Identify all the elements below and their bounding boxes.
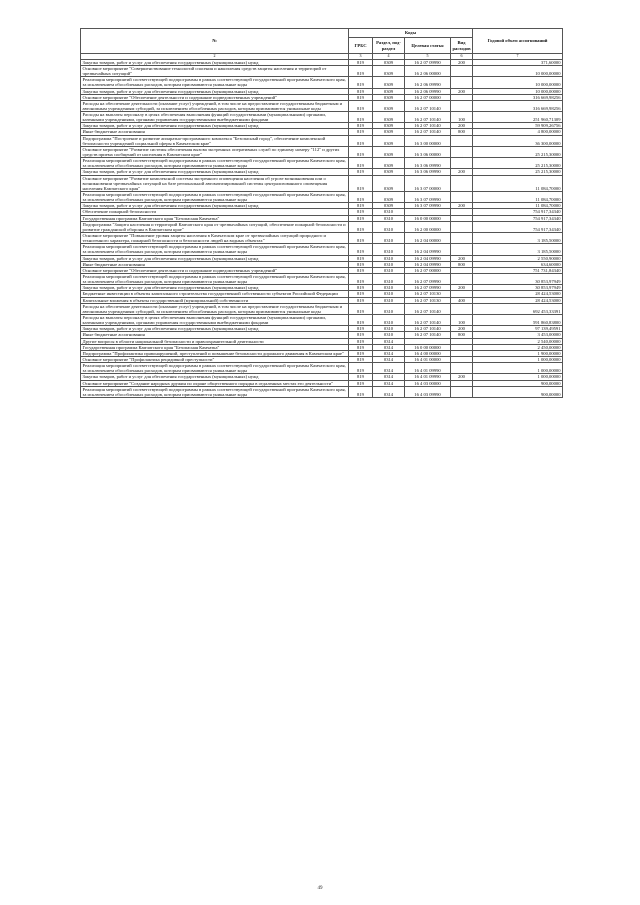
row-amount: 11 084,70000: [473, 203, 563, 209]
row-section: 0309: [373, 100, 405, 111]
row-target-item: 16 4 01 00000: [405, 356, 451, 362]
row-expense-type: [451, 135, 473, 146]
table-row: [81, 192, 563, 203]
row-grbs: 819: [349, 274, 373, 285]
row-expense-type: 200: [451, 326, 473, 332]
row-grbs: 819: [349, 112, 373, 123]
column-number: 2: [81, 54, 349, 60]
table-body: [81, 59, 563, 397]
row-target-item: 16 2 04 09990: [405, 244, 451, 255]
table-row: [81, 112, 563, 123]
row-expense-type: [451, 146, 473, 157]
row-section: 0314: [373, 363, 405, 374]
row-section: 0309: [373, 59, 405, 65]
row-expense-type: [451, 77, 473, 88]
row-amount: 1 000,00000: [473, 363, 563, 374]
row-target-item: 16 2 06 00000: [405, 65, 451, 76]
row-amount: 97 139,49591: [473, 326, 563, 332]
row-target-item: 16 2 07 10140: [405, 112, 451, 123]
row-expense-type: [451, 244, 473, 255]
row-expense-type: [451, 303, 473, 314]
row-description: Государственная программа Камчатского края "Безопасная Камчатка": [81, 344, 349, 350]
row-description: Подпрограмма "Защита населения и территорий Камчатского края от чрезвычайных ситуаций, обеспечение пожарной безопасности и развитие гражданской обороны в Камчатском крае": [81, 221, 349, 232]
row-section: 0310: [373, 291, 405, 297]
column-number: 7: [473, 54, 563, 60]
row-grbs: 819: [349, 192, 373, 203]
row-amount: 754 917,34340: [473, 221, 563, 232]
row-target-item: 16 2 00 00000: [405, 221, 451, 232]
row-target-item: 16 2 07 10140: [405, 303, 451, 314]
row-amount: 2 550,90000: [473, 255, 563, 261]
row-grbs: 819: [349, 203, 373, 209]
row-amount: 25 215,30000: [473, 158, 563, 169]
row-section: 0309: [373, 146, 405, 157]
row-target-item: 16 3 07 00000: [405, 175, 451, 191]
row-amount: 4 800,00000: [473, 129, 563, 135]
row-section: 0310: [373, 267, 405, 273]
row-section: 0309: [373, 112, 405, 123]
row-expense-type: 400: [451, 297, 473, 303]
row-target-item: 16 2 07 10140: [405, 123, 451, 129]
row-target-item: 16 2 04 00000: [405, 233, 451, 244]
row-target-item: 16 2 07 00000: [405, 94, 451, 100]
row-section: 0310: [373, 255, 405, 261]
row-grbs: 819: [349, 356, 373, 362]
row-amount: 2 540,00000: [473, 338, 563, 344]
row-description: Реализация мероприятий соответствующей подпрограммы в рамках соответствующей государственной программы Камчатского края, за исключением обособленных расходов, которым присваиваются уникальные коды: [81, 274, 349, 285]
row-section: 0310: [373, 332, 405, 338]
row-amount: 10 000,00000: [473, 77, 563, 88]
row-section: 0309: [373, 158, 405, 169]
row-section: 0310: [373, 209, 405, 215]
row-target-item: 16 2 07 09990: [405, 59, 451, 65]
row-amount: 30 853,97949: [473, 274, 563, 285]
row-amount: 59 909,26756: [473, 123, 563, 129]
row-target-item: 16 2 07 10130: [405, 297, 451, 303]
row-section: 0314: [373, 380, 405, 386]
row-amount: 251 960,71309: [473, 112, 563, 123]
row-section: 0309: [373, 169, 405, 175]
row-amount: 36 300,00000: [473, 135, 563, 146]
row-section: 0314: [373, 350, 405, 356]
row-grbs: 819: [349, 233, 373, 244]
row-description: Реализация мероприятий соответствующей подпрограммы в рамках соответствующей государственной программы Камчатского края, за исключением обособленных расходов, которым присваиваются уникальные коды: [81, 192, 349, 203]
row-description: Основное мероприятие "Повышение уровня защиты населения в Камчатском крае от чрезвычайных ситуаций природного и техногенного характера, пожарной безопасности и безопасности людей на водных объектах": [81, 233, 349, 244]
row-description: Закупка товаров, работ и услуг для обеспечения государственных (муниципальных) нужд: [81, 59, 349, 65]
row-amount: 591 860,83800: [473, 314, 563, 325]
row-target-item: 16 3 06 09990: [405, 169, 451, 175]
row-grbs: 819: [349, 285, 373, 291]
row-grbs: 819: [349, 146, 373, 157]
row-section: 0309: [373, 129, 405, 135]
row-description: Закупка товаров, работ и услуг для обеспечения государственных (муниципальных) нужд: [81, 374, 349, 380]
row-amount: 11 084,70000: [473, 175, 563, 191]
row-amount: 316 669,98256: [473, 100, 563, 111]
row-target-item: 16 3 00 00000: [405, 135, 451, 146]
row-amount: 754 917,34340: [473, 209, 563, 215]
row-amount: 10 000,00000: [473, 65, 563, 76]
row-section: 0310: [373, 297, 405, 303]
row-grbs: 819: [349, 261, 373, 267]
row-grbs: 819: [349, 386, 373, 397]
row-section: 0310: [373, 314, 405, 325]
row-grbs: 819: [349, 94, 373, 100]
header-grbs: ГРБС: [349, 38, 373, 54]
row-grbs: 819: [349, 332, 373, 338]
row-description: Основное мероприятие "Совершенствование технологий спасения и накопления средств защиты населения и территорий от чрезвычайных ситуаций": [81, 65, 349, 76]
header-number: №: [81, 29, 349, 54]
row-target-item: 16 4 03 09990: [405, 386, 451, 397]
row-amount: 1 900,00000: [473, 350, 563, 356]
row-section: 0314: [373, 344, 405, 350]
row-section: 0314: [373, 386, 405, 397]
row-amount: 1 000,00000: [473, 374, 563, 380]
row-description: Реализация мероприятий соответствующей подпрограммы в рамках соответствующей государственной программы Камчатского края, за исключением обособленных расходов, которым присваиваются уникальные коды: [81, 77, 349, 88]
row-description: Закупка товаров, работ и услуг для обеспечения государственных (муниципальных) нужд: [81, 326, 349, 332]
row-description: Основное мероприятие "Обеспечение деятельности и содержание подведомственных учреждений": [81, 94, 349, 100]
row-grbs: 819: [349, 77, 373, 88]
row-expense-type: [451, 100, 473, 111]
row-expense-type: 100: [451, 112, 473, 123]
column-number: 4: [373, 54, 405, 60]
row-description: Реализация мероприятий соответствующей подпрограммы в рамках соответствующей государственной программы Камчатского края, за исключением обособленных расходов, которым присваиваются уникальные коды: [81, 386, 349, 397]
row-grbs: 819: [349, 100, 373, 111]
row-amount: 634,60000: [473, 261, 563, 267]
row-grbs: 819: [349, 267, 373, 273]
row-grbs: 819: [349, 59, 373, 65]
row-grbs: 819: [349, 350, 373, 356]
row-expense-type: [451, 158, 473, 169]
row-grbs: 819: [349, 244, 373, 255]
row-section: 0309: [373, 203, 405, 209]
table-row: [81, 65, 563, 76]
row-target-item: 16 3 06 00000: [405, 146, 451, 157]
row-section: 0310: [373, 221, 405, 232]
row-description: Закупка товаров, работ и услуг для обеспечения государственных (муниципальных) нужд: [81, 285, 349, 291]
row-target-item: 16 0 00 00000: [405, 215, 451, 221]
row-grbs: 819: [349, 314, 373, 325]
row-expense-type: [451, 192, 473, 203]
row-description: Государственная программа Камчатского края "Безопасная Камчатка": [81, 215, 349, 221]
row-description: Основное мероприятие "Развитие системы обеспечения вызова экстренных оперативных служб по единому номеру "112" и других средств приема сообщений от населения в Камчатском крае": [81, 146, 349, 157]
row-target-item: 16 4 01 09990: [405, 374, 451, 380]
row-description: Реализация мероприятий соответствующей подпрограммы в рамках соответствующей государственной программы Камчатского края, за исключением обособленных расходов, которым присваиваются уникальные коды: [81, 363, 349, 374]
row-grbs: 819: [349, 380, 373, 386]
row-section: 0309: [373, 65, 405, 76]
row-description: Закупка товаров, работ и услуг для обеспечения государственных (муниципальных) нужд: [81, 203, 349, 209]
row-section: 0309: [373, 88, 405, 94]
table-row: [81, 221, 563, 232]
header-codes: Коды: [349, 29, 473, 38]
row-description: Подпрограмма "Построение и развитие аппаратно-программного комплекса "Безопасный город", обеспечение комплексной безопасности учреждений социальной сферы в Камчатском крае": [81, 135, 349, 146]
row-target-item: 16 2 07 09990: [405, 285, 451, 291]
row-grbs: 819: [349, 326, 373, 332]
row-description: Иные бюджетные ассигнования: [81, 261, 349, 267]
table-row: [81, 100, 563, 111]
row-section: 0314: [373, 356, 405, 362]
row-target-item: 16 2 07 10140: [405, 100, 451, 111]
row-target-item: 16 2 07 10140: [405, 332, 451, 338]
row-grbs: 819: [349, 169, 373, 175]
row-expense-type: 100: [451, 314, 473, 325]
row-amount: 900,00000: [473, 386, 563, 397]
row-grbs: 819: [349, 175, 373, 191]
row-expense-type: [451, 175, 473, 191]
row-description: Расходы на обеспечение деятельности (оказание услуг) учреждений, в том числе на предоставление государственным бюджетным и автономным учреждениям субсидий, за исключением обособленных расходов, которым присваиваются уникальные коды: [81, 303, 349, 314]
row-grbs: 819: [349, 255, 373, 261]
column-number: 3: [349, 54, 373, 60]
row-description: Основное мероприятие "Обеспечение деятельности и содержание подведомственных учреждений": [81, 267, 349, 273]
table-row: [81, 244, 563, 255]
table-row: [81, 363, 563, 374]
row-grbs: 819: [349, 88, 373, 94]
row-section: 0309: [373, 77, 405, 88]
row-target-item: 16 2 07 10130: [405, 291, 451, 297]
row-description: Иные бюджетные ассигнования: [81, 129, 349, 135]
row-target-item: 16 4 03 00000: [405, 380, 451, 386]
row-grbs: 819: [349, 338, 373, 344]
row-expense-type: 200: [451, 123, 473, 129]
row-section: 0310: [373, 303, 405, 314]
row-expense-type: 200: [451, 255, 473, 261]
row-description: Обеспечение пожарной безопасности: [81, 209, 349, 215]
row-amount: 28 424,53000: [473, 297, 563, 303]
row-target-item: 16 4 01 09990: [405, 363, 451, 374]
row-section: 0314: [373, 374, 405, 380]
row-expense-type: 200: [451, 59, 473, 65]
row-section: 0309: [373, 94, 405, 100]
row-grbs: 819: [349, 374, 373, 380]
table-row: [81, 175, 563, 191]
row-amount: 3 185,50000: [473, 244, 563, 255]
row-grbs: 819: [349, 297, 373, 303]
table-row: [81, 233, 563, 244]
column-number: 5: [405, 54, 451, 60]
row-description: Закупка товаров, работ и услуг для обеспечения государственных (муниципальных) нужд: [81, 88, 349, 94]
row-grbs: 819: [349, 158, 373, 169]
row-section: 0310: [373, 274, 405, 285]
row-expense-type: [451, 65, 473, 76]
row-grbs: 819: [349, 65, 373, 76]
row-target-item: 16 4 00 00000: [405, 350, 451, 356]
row-expense-type: 800: [451, 332, 473, 338]
row-target-item: 16 2 06 09990: [405, 77, 451, 88]
row-grbs: 819: [349, 123, 373, 129]
row-expense-type: [451, 274, 473, 285]
table-row: [81, 77, 563, 88]
row-amount: 30 853,97949: [473, 285, 563, 291]
row-target-item: 16 2 07 10140: [405, 326, 451, 332]
row-description: Подпрограмма "Профилактика правонарушений, преступлений и повышение безопасности дорожного движения в Камчатском крае": [81, 350, 349, 356]
row-description: Закупка товаров, работ и услуг для обеспечения государственных (муниципальных) нужд: [81, 169, 349, 175]
row-expense-type: 200: [451, 374, 473, 380]
page-number: 49: [317, 886, 323, 891]
row-section: 0309: [373, 192, 405, 203]
row-expense-type: 800: [451, 129, 473, 135]
row-amount: 25 215,30000: [473, 169, 563, 175]
row-description: Закупка товаров, работ и услуг для обеспечения государственных (муниципальных) нужд: [81, 255, 349, 261]
row-amount: 754 917,34340: [473, 215, 563, 221]
row-target-item: 16 2 07 00000: [405, 267, 451, 273]
table-row: [81, 274, 563, 285]
row-description: Основное мероприятие "Создание народных дружин по охране общественного порядка в отдаленных местах его деятельности": [81, 380, 349, 386]
row-description: Реализация мероприятий соответствующей подпрограммы в рамках соответствующей государственной программы Камчатского края, за исключением обособленных расходов, которым присваиваются уникальные коды: [81, 158, 349, 169]
row-expense-type: [451, 363, 473, 374]
row-amount: 900,00000: [473, 380, 563, 386]
row-section: 0310: [373, 326, 405, 332]
row-target-item: 16 3 06 09990: [405, 158, 451, 169]
row-description: Другие вопросы в области национальной безопасности и правоохранительной деятельности: [81, 338, 349, 344]
row-description: Основное мероприятие "Развитие комплексной системы экстренного оповещения населения об угрозе возникновения или о возникновении чрезвычайных ситуаций на базе региональной автоматизированной системы централизованного оповещения населения Камчатского края": [81, 175, 349, 191]
header-annual-sum: Годовой объем ассигнований: [473, 29, 563, 54]
row-target-item: 16 0 00 00000: [405, 344, 451, 350]
row-amount: 316 669,98256: [473, 94, 563, 100]
table-row: [81, 146, 563, 157]
row-expense-type: [451, 386, 473, 397]
row-section: 0309: [373, 175, 405, 191]
row-description: Расходы на выплаты персоналу в целях обеспечения выполнения функций государственными (муниципальными) органами, казенными учреждениями, органами управления государственными внебюджетными фондами: [81, 112, 349, 123]
row-amount: 371,60000: [473, 59, 563, 65]
row-description: Бюджетные инвестиции в объекты капитального строительства государственной собственности субъектов Российской Федерации: [81, 291, 349, 297]
row-target-item: 16 2 07 09990: [405, 274, 451, 285]
row-grbs: 819: [349, 303, 373, 314]
row-amount: 28 424,53000: [473, 291, 563, 297]
row-target-item: 16 2 07 10140: [405, 314, 451, 325]
row-target-item: 16 2 04 09990: [405, 261, 451, 267]
row-amount: 3 185,50000: [473, 233, 563, 244]
row-section: 0310: [373, 215, 405, 221]
row-amount: 3 453,00000: [473, 332, 563, 338]
row-amount: 1 000,00000: [473, 356, 563, 362]
row-amount: 25 215,30000: [473, 146, 563, 157]
row-expense-type: 800: [451, 261, 473, 267]
row-description: Основное мероприятие "Профилактика рецидивной преступности": [81, 356, 349, 362]
row-expense-type: 200: [451, 169, 473, 175]
row-section: 0310: [373, 233, 405, 244]
row-description: Расходы на выплаты персоналу в целях обеспечения выполнения функций государственными (муниципальными) органами, казенными учреждениями, органами управления государственными внебюджетными фондами: [81, 314, 349, 325]
row-section: 0310: [373, 285, 405, 291]
table-row: [81, 303, 563, 314]
column-number: 6: [451, 54, 473, 60]
row-grbs: 819: [349, 215, 373, 221]
row-grbs: 819: [349, 135, 373, 146]
row-amount: 10 000,00000: [473, 88, 563, 94]
row-grbs: 819: [349, 344, 373, 350]
row-amount: 692 453,33391: [473, 303, 563, 314]
row-grbs: 819: [349, 291, 373, 297]
header-section: Раздел, под-раздел: [373, 38, 405, 54]
row-description: Расходы на обеспечение деятельности (оказание услуг) учреждений, в том числе на предоставление государственным бюджетным и автономным учреждениям субсидий, за исключением обособленных расходов, которым присваиваются уникальные коды: [81, 100, 349, 111]
row-amount: 751 731,84340: [473, 267, 563, 273]
row-target-item: 16 3 07 09990: [405, 192, 451, 203]
row-expense-type: 200: [451, 88, 473, 94]
row-description: Реализация мероприятий соответствующей подпрограммы в рамках соответствующей государственной программы Камчатского края, за исключением обособленных расходов, которым присваиваются уникальные коды: [81, 244, 349, 255]
header-target-item: Целевая статья: [405, 38, 451, 54]
row-target-item: 16 2 04 09990: [405, 255, 451, 261]
table-row: [81, 135, 563, 146]
table-row: [81, 386, 563, 397]
row-target-item: 16 2 07 10140: [405, 129, 451, 135]
row-grbs: 819: [349, 209, 373, 215]
row-expense-type: [451, 233, 473, 244]
row-section: 0309: [373, 135, 405, 146]
table-row: [81, 158, 563, 169]
row-description: Капитальные вложения в объекты государственной (муниципальной) собственности: [81, 297, 349, 303]
row-target-item: 16 2 06 09990: [405, 88, 451, 94]
row-description: Закупка товаров, работ и услуг для обеспечения государственных (муниципальных) нужд: [81, 123, 349, 129]
row-grbs: 819: [349, 363, 373, 374]
row-section: 0309: [373, 123, 405, 129]
row-section: 0310: [373, 244, 405, 255]
document-page: [80, 28, 562, 398]
row-grbs: 819: [349, 129, 373, 135]
row-amount: 11 084,70000: [473, 192, 563, 203]
row-expense-type: 200: [451, 285, 473, 291]
row-description: Иные бюджетные ассигнования: [81, 332, 349, 338]
header-expense-type: Вид расходов: [451, 38, 473, 54]
budget-table: [80, 28, 563, 398]
row-section: 0314: [373, 338, 405, 344]
row-expense-type: 200: [451, 203, 473, 209]
row-target-item: 16 3 07 09990: [405, 203, 451, 209]
row-section: 0310: [373, 261, 405, 267]
row-amount: 2 450,00000: [473, 344, 563, 350]
row-grbs: 819: [349, 221, 373, 232]
table-row: [81, 314, 563, 325]
row-expense-type: [451, 221, 473, 232]
